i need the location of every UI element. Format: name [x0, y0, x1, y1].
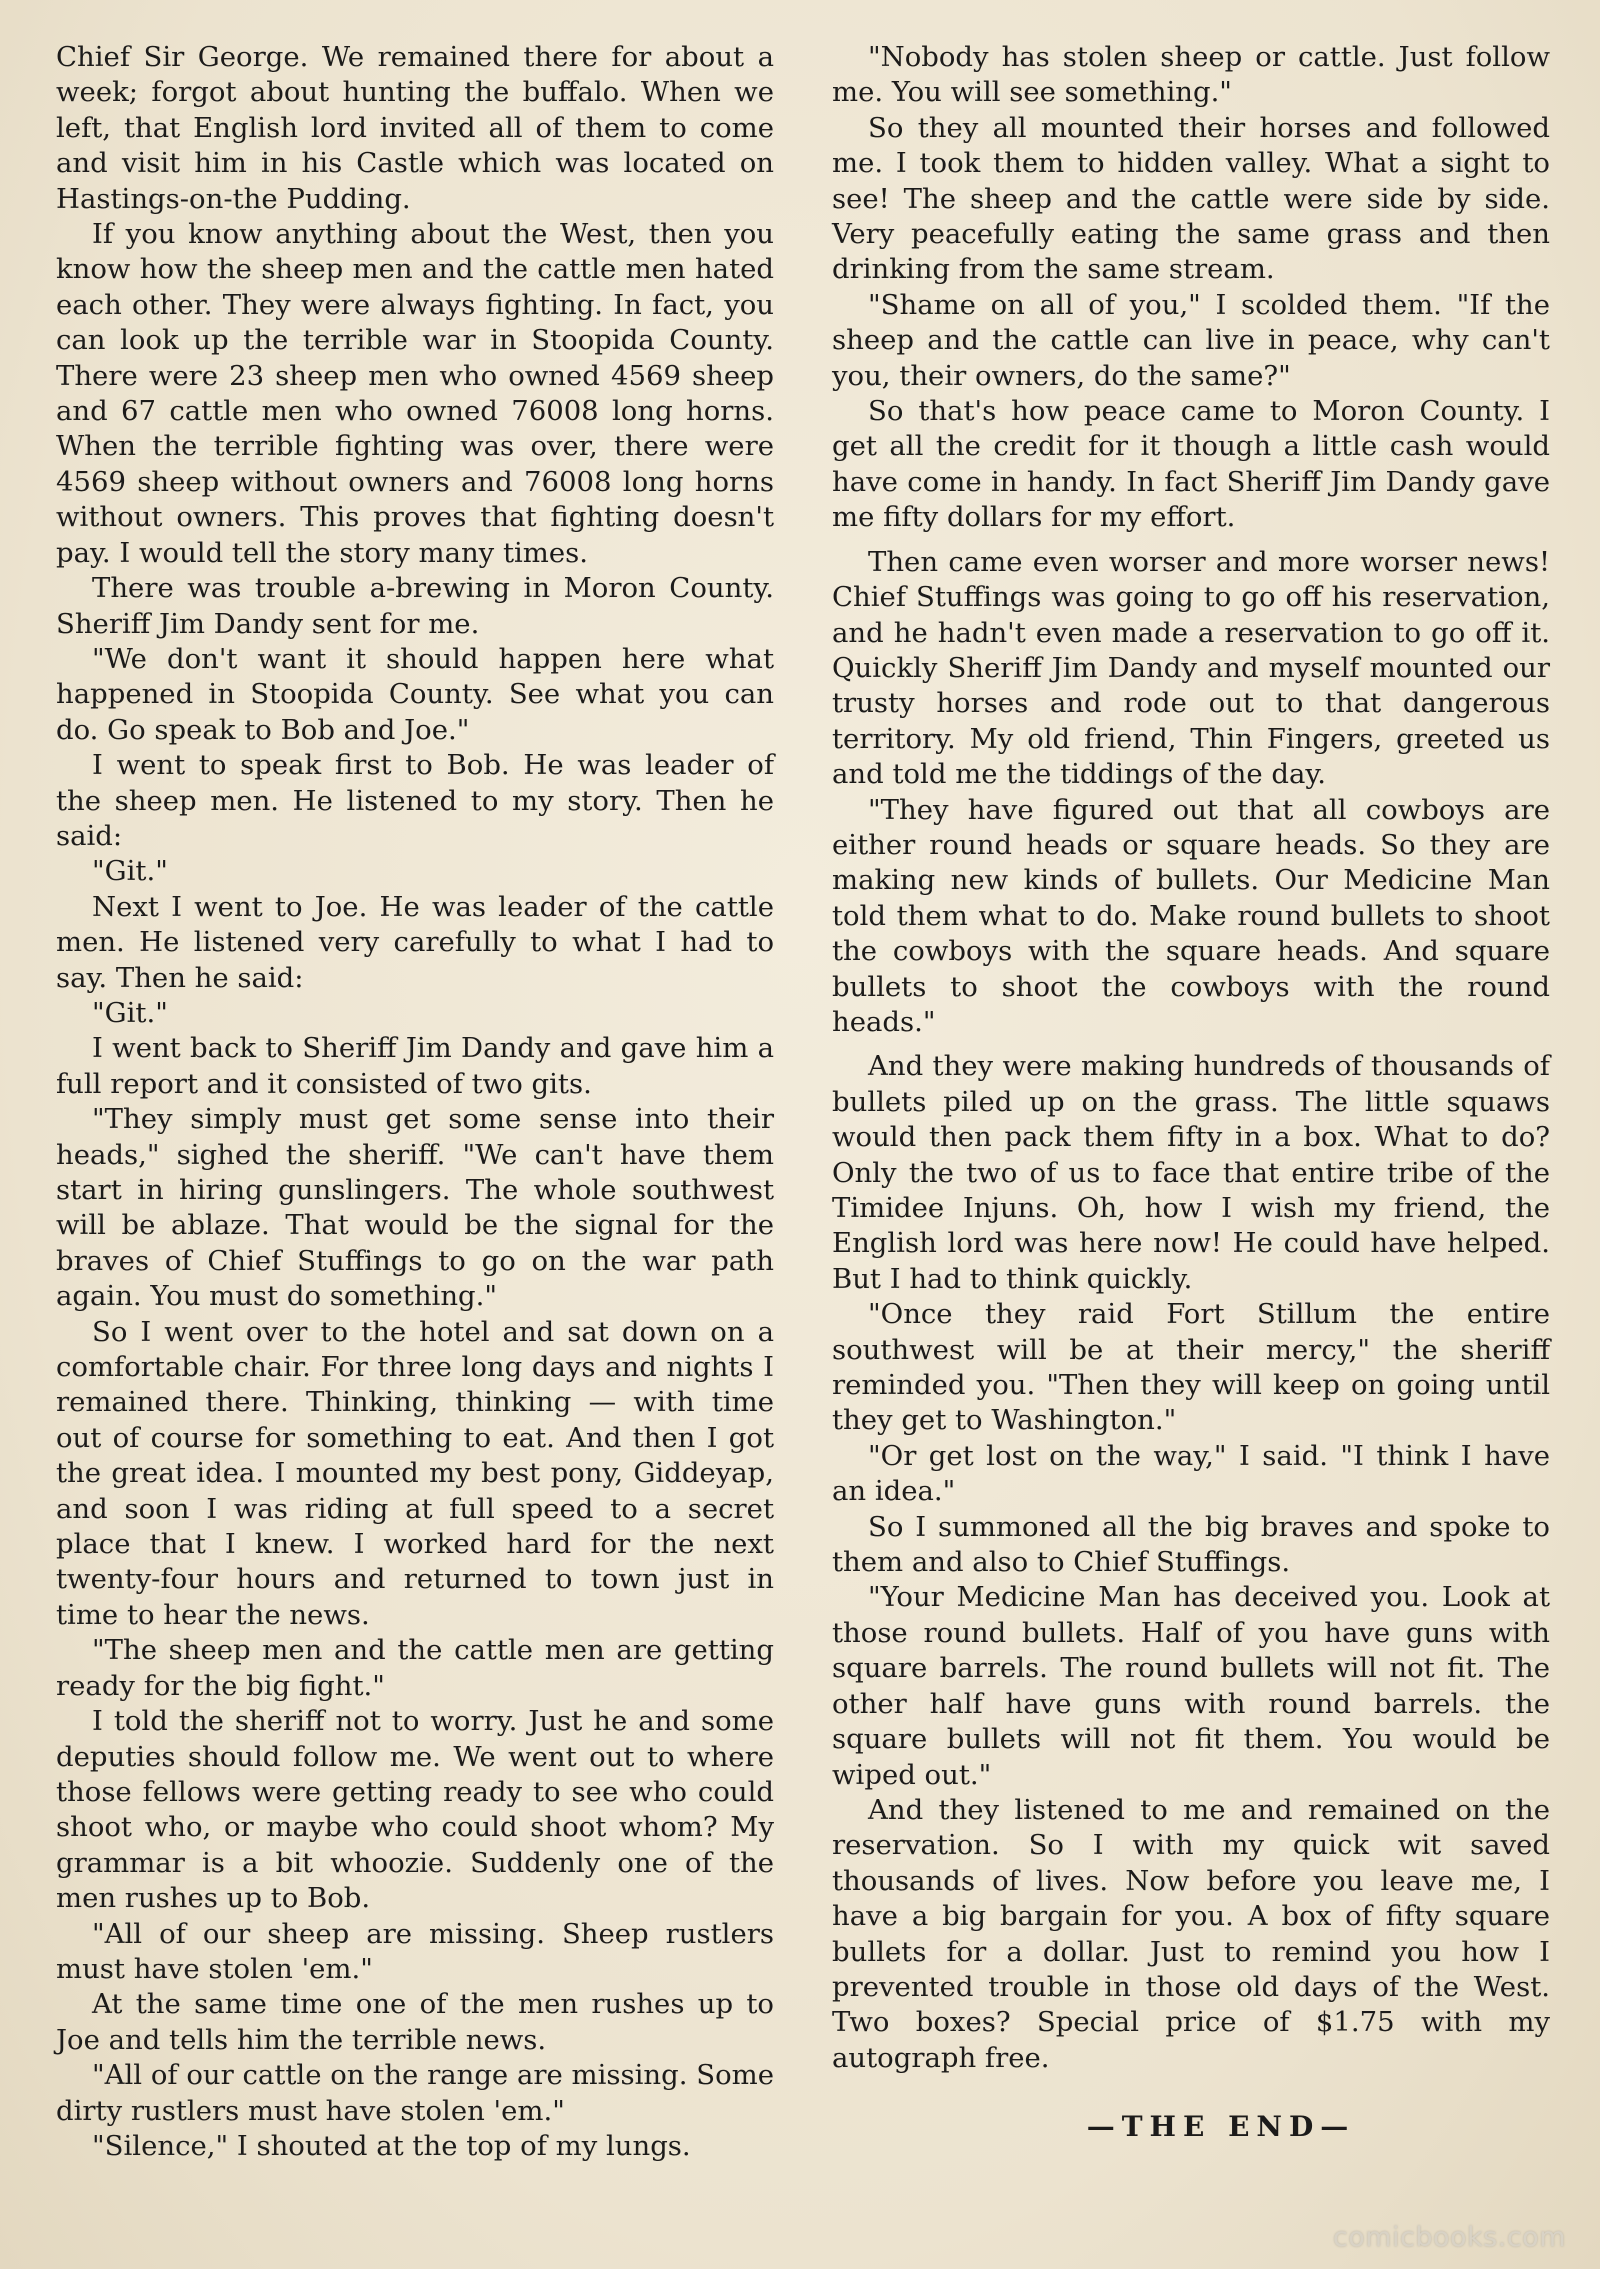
- paragraph: At the same time one of the men rushes up to Joe and tells him the terrible news.: [56, 1988, 774, 2056]
- paragraph: There was trouble a-brewing in Moron County. Sheriff Jim Dandy sent for me.: [56, 572, 774, 640]
- paragraph: "Git.": [92, 996, 168, 1029]
- paragraph: "Once they raid Fort Stillum the entire southwest will be at their mercy," the sheriff reminded you. "Then they will keep on going until they get to Washington.": [832, 1298, 1550, 1437]
- paragraph: "The sheep men and the cattle men are getting ready for the big fight.": [56, 1634, 774, 1702]
- paragraph: If you know anything about the West, then you know how the sheep men and the cattle men hated each other. They were always fighting. In fact, you can look up the terrible war in Stoopida County. There were 23 sheep men who owned 4569 sheep and 67 cattle men who owned 76008 long horns. When the terrible fighting was over, there were 4569 sheep without owners and 76008 long horns without owners. This proves that fighting doesn't pay. I would tell the story many times.: [56, 218, 774, 569]
- text-columns: [56, 40, 1550, 2164]
- paragraph: "They simply must get some sense into their heads," sighed the sheriff. "We can't have them start in hiring gunslingers. The whole southwest will be ablaze. That would be the signal for the braves of Chief Stuffings to go on the war path again. You must do something.": [56, 1103, 774, 1313]
- paragraph: So I summoned all the big braves and spoke to them and also to Chief Stuffings.: [832, 1510, 1550, 1579]
- right-column: [832, 40, 1550, 2164]
- the-end-label: —THE END—: [1086, 2110, 1356, 2144]
- paragraph: "Git.": [92, 855, 168, 888]
- paragraph: "We don't want it should happen here what happened in Stoopida County. See what you can do. Go speak to Bob and Joe.": [56, 642, 774, 746]
- paragraph: So I went over to the hotel and sat down on a comfortable chair. For three long days and nights I remained there. Thinking, thinking — with time out of course for something to eat. And then I got the great idea. I mounted my best pony, Giddeyap, and soon I was riding at full speed to a secret place that I knew. I worked hard for the next twenty-four hours and returned to town just in time to hear the news.: [56, 1315, 774, 1631]
- left-column: [56, 40, 774, 2164]
- paragraph: Next I went to Joe. He was leader of the cattle men. He listened very carefully to what I had to say. Then he said:: [56, 890, 774, 994]
- paragraph: So that's how peace came to Moron County. I get all the credit for it though a little cash would have come in handy. In fact Sheriff Jim Dandy gave me fifty dollars for my effort.: [832, 395, 1550, 534]
- paragraph: "They have figured out that all cowboys are either round heads or square heads. So they are making new kinds of bullets. Our Medicine Man told them what to do. Make round bullets to shoot the cowboys with the square heads. And square bullets to shoot the cowboys with the round heads.": [832, 793, 1550, 1038]
- paragraph: "Or get lost on the way," I said. "I think I have an idea.": [832, 1439, 1550, 1508]
- paragraph: Then came even worser and more worser news! Chief Stuffings was going to go off his reservation, and he hadn't even made a reservation to go off it. Quickly Sheriff Jim Dandy and myself mounted our trusty horses and rode out to that dangerous territory. My old friend, Thin Fingers, greeted us and told me the tiddings of the day.: [832, 545, 1550, 791]
- paragraph: And they were making hundreds of thousands of bullets piled up on the grass. The little squaws would then pack them fifty in a box. What to do? Only the two of us to face that entire tribe of the Timidee Injuns. Oh, how I wish my friend, the English lord was here now! He could have helped. But I had to think quickly.: [832, 1050, 1550, 1295]
- paragraph: "Your Medicine Man has deceived you. Look at those round bullets. Half of you have guns with square barrels. The round bullets will not fit. The other half have guns with round barrels. the square bullets will not fit them. You would be wiped out.": [832, 1581, 1550, 1791]
- paragraph: I went back to Sheriff Jim Dandy and gave him a full report and it consisted of two gits.: [56, 1032, 774, 1100]
- watermark-text: comicbooks.com: [1332, 2222, 1566, 2253]
- paragraph: Chief Sir George. We remained there for about a week; forgot about hunting the buffalo. When we left, that English lord invited all of them to come and visit him in his Castle which was located on Hastings-on-the Pudding.: [56, 41, 774, 215]
- paragraph: I told the sheriff not to worry. Just he and some deputies should follow me. We went out to where those fellows were getting ready to see who could shoot who, or maybe who could shoot whom? My grammar is a bit whoozie. Suddenly one of the men rushes up to Bob.: [56, 1705, 774, 1915]
- paragraph: "All of our cattle on the range are missing. Some dirty rustlers must have stolen 'em.": [56, 2059, 774, 2127]
- paragraph: "Silence," I shouted at the top of my lungs.: [92, 2129, 691, 2162]
- paragraph: "Nobody has stolen sheep or cattle. Just follow me. You will see something.": [832, 41, 1550, 109]
- paragraph: And they listened to me and remained on the reservation. So I with my quick wit saved thousands of lives. Now before you leave me, I have a big bargain for you. A box of fifty square bullets for a dollar. Just to remind you how I prevented trouble in those old days of the West. Two boxes? Special price of $1.75 with my autograph free.: [832, 1793, 1550, 2074]
- paragraph: I went to speak first to Bob. He was leader of the sheep men. He listened to my story. Then he said:: [56, 749, 774, 852]
- paragraph: "Shame on all of you," I scolded them. "If the sheep and the cattle can live in peace, why can't you, their owners, do the same?": [832, 288, 1550, 392]
- paragraph: "All of our sheep are missing. Sheep rustlers must have stolen 'em.": [56, 1917, 774, 1985]
- paragraph: So they all mounted their horses and followed me. I took them to hidden valley. What a sight to see! The sheep and the cattle were side by side. Very peacefully eating the same grass and then drinking from the same stream.: [832, 111, 1550, 286]
